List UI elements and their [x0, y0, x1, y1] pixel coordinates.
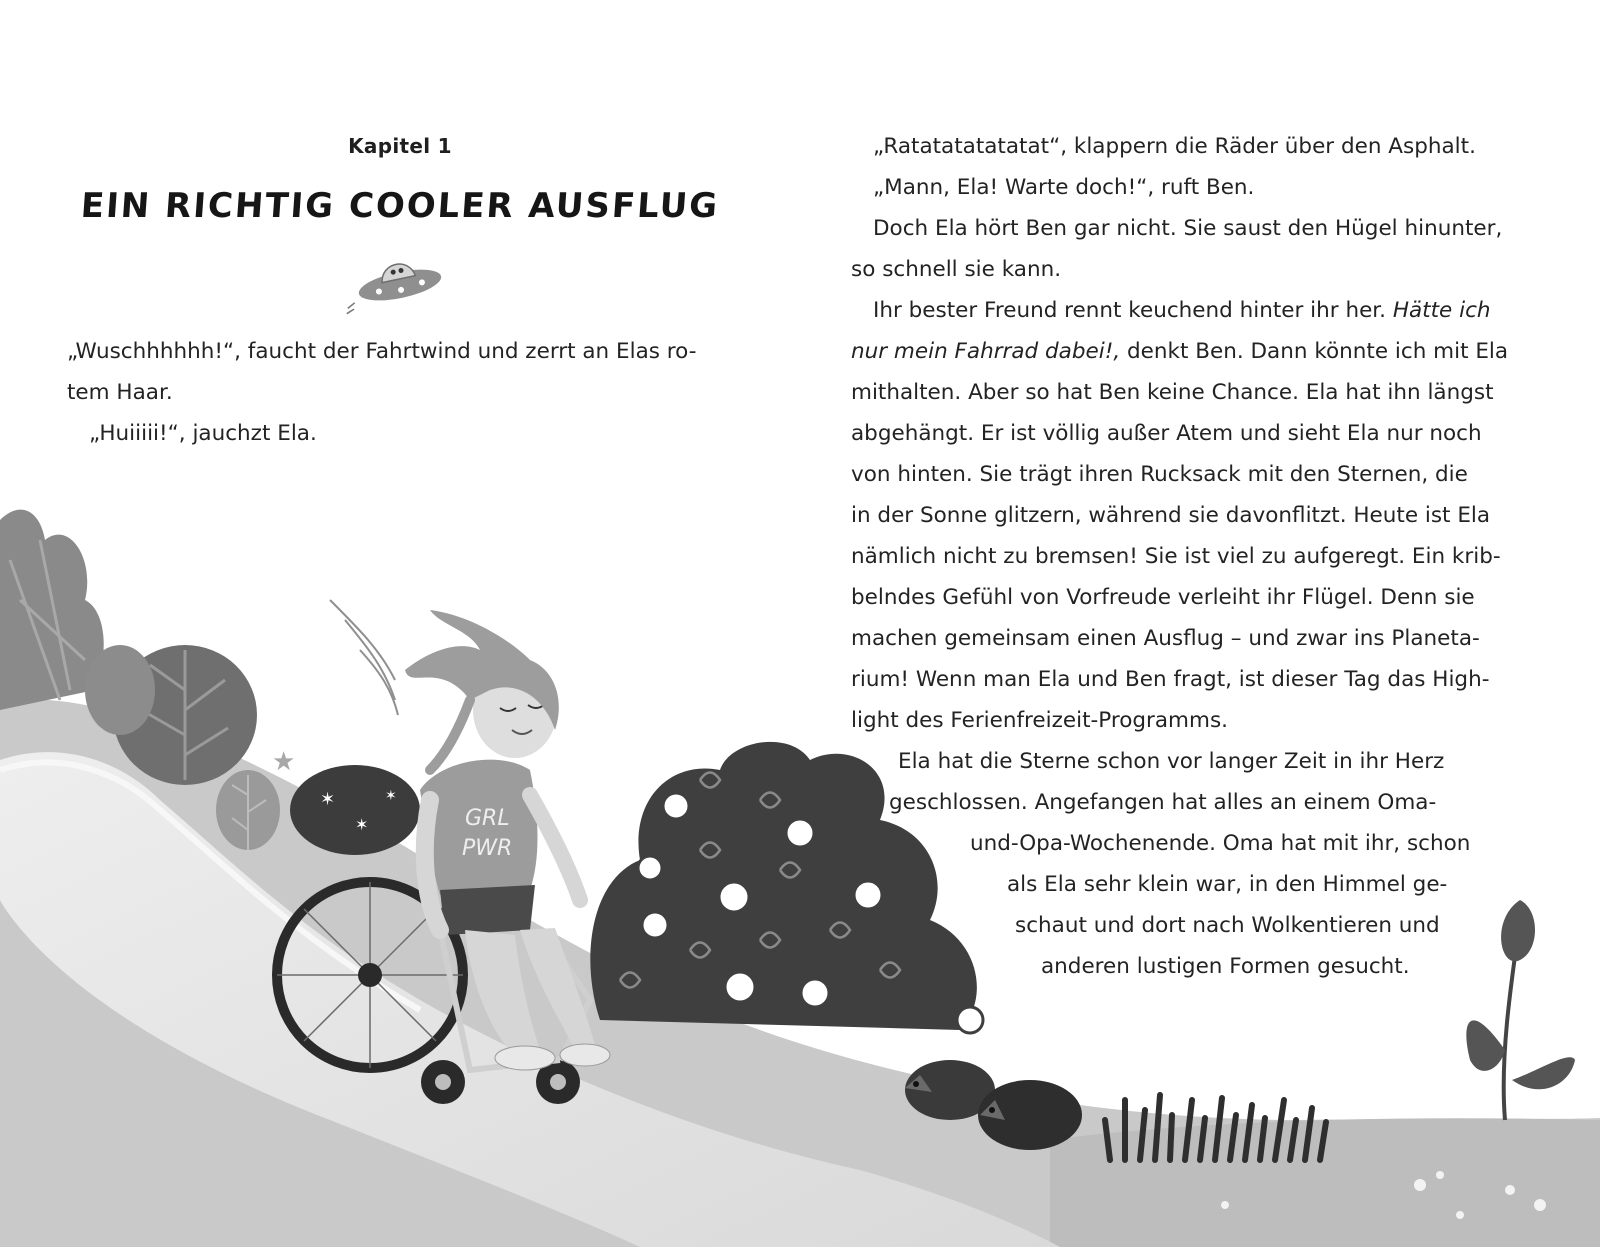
shirt-text-2: PWR — [462, 836, 513, 861]
paragraph-line: tem Haar. — [67, 380, 173, 405]
svg-text:✶: ✶ — [385, 788, 397, 804]
paragraph-line: von hinten. Sie trägt ihren Rucksack mit den Sternen, die — [851, 462, 1468, 487]
paragraph-line: mithalten. Aber so hat Ben keine Chance. Ela hat ihn längst — [851, 380, 1494, 405]
shirt-text-1: GRL — [465, 806, 510, 831]
paragraph-line: nämlich nicht zu bremsen! Sie ist viel zu aufgeregt. Ein krib- — [851, 544, 1501, 569]
paragraph-line: als Ela sehr klein war, in den Himmel ge- — [1007, 872, 1448, 897]
paragraph-line: „Wuschhhhhh!“, faucht der Fahrtwind und zerrt an Elas ro- — [67, 339, 697, 364]
paragraph-line: schaut und dort nach Wolkentieren und — [1015, 913, 1440, 938]
chapter-title: EIN RICHTIG COOLER AUSFLUG — [79, 186, 721, 226]
paragraph-line: machen gemeinsam einen Ausflug – und zwar ins Planeta- — [851, 626, 1480, 651]
italic-thought: Hätte ich — [1392, 298, 1491, 323]
paragraph-line: in der Sonne glitzern, während sie davonflitzt. Heute ist Ela — [851, 503, 1491, 528]
paragraph-line: geschlossen. Angefangen hat alles an einem Oma- — [889, 790, 1437, 815]
paragraph-line: „Mann, Ela! Warte doch!“, ruft Ben. — [873, 175, 1255, 200]
chapter-label: Kapitel 1 — [348, 134, 452, 158]
svg-text:✶: ✶ — [320, 789, 336, 810]
svg-text:✶: ✶ — [355, 815, 369, 834]
paragraph-line — [851, 338, 1508, 366]
paragraph-line: Ela hat die Sterne schon vor langer Zeit in ihr Herz — [898, 749, 1445, 774]
paragraph-line: „Ratatatatatatat“, klappern die Räder über den Asphalt. — [873, 134, 1476, 159]
text-span: Ihr bester Freund rennt keuchend hinter ihr her. — [873, 298, 1386, 323]
paragraph-line: Doch Ela hört Ben gar nicht. Sie saust den Hügel hinunter, — [873, 216, 1503, 241]
paragraph-line: belndes Gefühl von Vorfreude verleiht ihr Flügel. Denn sie — [851, 585, 1475, 610]
svg-text:★: ★ — [272, 747, 296, 777]
paragraph-line: anderen lustigen Formen gesucht. — [1041, 954, 1410, 979]
text-span: denkt Ben. Dann könnte ich mit Ela — [1127, 339, 1509, 364]
paragraph-line: light des Ferienfreizeit-Programms. — [851, 708, 1228, 733]
paragraph-line: „Huiiiii!“, jauchzt Ela. — [89, 421, 317, 446]
paragraph-line — [873, 297, 1491, 325]
paragraph-line: und-Opa-Wochenende. Oma hat mit ihr, schon — [970, 831, 1471, 856]
italic-thought: nur mein Fahrrad dabei!, — [851, 339, 1121, 364]
paragraph-line: abgehängt. Er ist völlig außer Atem und sieht Ela nur noch — [851, 421, 1482, 446]
paragraph-line: so schnell sie kann. — [851, 257, 1062, 282]
paragraph-line: rium! Wenn man Ela und Ben fragt, ist dieser Tag das High- — [851, 667, 1490, 692]
